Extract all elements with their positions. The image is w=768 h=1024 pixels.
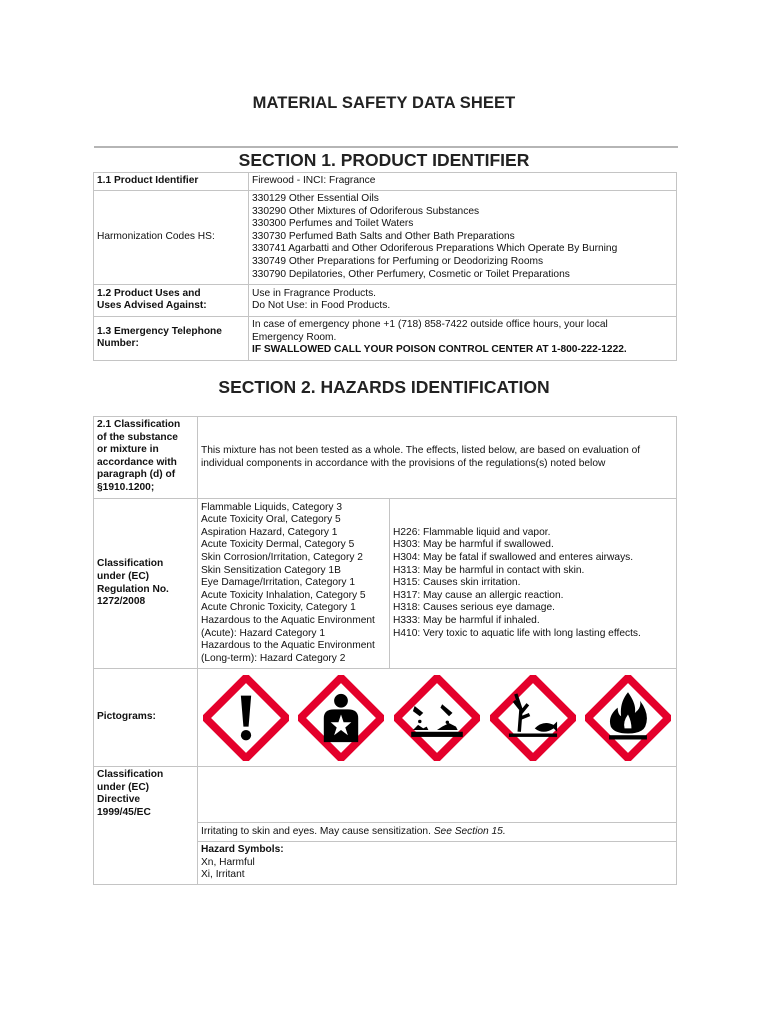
exclamation-mark-icon <box>203 675 289 761</box>
environment-icon <box>490 675 576 761</box>
pictograms-label: Pictograms: <box>94 669 198 767</box>
table-row <box>94 669 677 767</box>
product-identifier-table <box>93 172 677 361</box>
row-value: Use in Fragrance Products. Do Not Use: in Food Products. <box>249 284 677 316</box>
section1-title: SECTION 1. PRODUCT IDENTIFIER <box>238 150 530 170</box>
health-hazard-icon <box>298 675 384 761</box>
see-section-link: See Section 15. <box>433 825 506 837</box>
table-row <box>94 173 677 191</box>
table-row <box>94 316 677 360</box>
hazards-table <box>93 416 677 885</box>
row-label: 1.2 Product Uses and Uses Advised Against: <box>94 284 249 316</box>
poison-control-notice: IF SWALLOWED CALL YOUR POISON CONTROL CENTER AT 1-800-222-1222. <box>252 344 627 356</box>
table-row <box>94 190 677 284</box>
table-row <box>94 417 677 499</box>
table-row <box>94 767 677 823</box>
section2-title: SECTION 2. HAZARDS IDENTIFICATION <box>218 377 550 397</box>
document-title: MATERIAL SAFETY DATA SHEET <box>252 94 516 112</box>
hazard-categories: Flammable Liquids, Category 3 Acute Toxicity Oral, Category 5 Aspiration Hazard, Category 1 Acute Toxicity Dermal, Category 5 Skin Corrosion/Irritation, Category 2 Skin Sensitization Category 1B Eye Damage/Irritation, Category 1 Acute Toxicity Inhalation, Category 5 Acute Chronic Toxicity, Category 1 Hazardous to the Aquatic Environment (Acute): Hazard Category 1 Hazardous to the Aquatic Environment (Long-term): Hazard Category 2 <box>198 499 390 669</box>
row-value: Firewood - INCI: Fragrance <box>249 173 677 191</box>
directive-label: Classification under (EC) Directive 1999/45/EC <box>94 767 198 885</box>
directive-value <box>198 767 677 823</box>
hazard-symbols: Hazard Symbols: Xn, Harmful Xi, Irritant <box>198 842 677 885</box>
row-value: In case of emergency phone +1 (718) 858-7422 outside office hours, your local Emergency Room. IF SWALLOWED CALL YOUR POISON CONTROL CENTER AT 1-800-222-1222. <box>249 316 677 360</box>
section-divider <box>94 146 678 148</box>
pictograms-cell <box>198 669 677 767</box>
flame-icon <box>585 675 671 761</box>
irritation-note: Irritating to skin and eyes. May cause sensitization. See Section 15. <box>198 823 677 842</box>
classification-text: This mixture has not been tested as a whole. The effects, listed below, are based on evaluation of individual components in accordance with the provisions of the regulations(s) noted below <box>198 417 677 499</box>
ec-regulation-label: Classification under (EC) Regulation No. 1272/2008 <box>94 499 198 669</box>
hazard-statements: H226: Flammable liquid and vapor. H303: May be harmful if swallowed. H304: May be fatal if swallowed and enteres airways. H313: May be harmful in contact with skin. H315: Causes skin irritation. H317: May cause an allergic reaction. H318: Causes serious eye damage. H333: May be harmful if inhaled. H410: Very toxic to aquatic life with long lasting effects. <box>390 499 677 669</box>
table-row <box>94 284 677 316</box>
row-label: Harmonization Codes HS: <box>94 190 249 284</box>
row-value: 330129 Other Essential Oils 330290 Other Mixtures of Odoriferous Substances 330300 Perfumes and Toilet Waters 330730 Perfumed Bath Salts and Other Bath Preparations 330741 Agarbatti and Other Odoriferous Preparations Which Operate By Burning 330749 Other Preparations for Perfuming or Deodorizing Rooms 330790 Depilatories, Other Perfumery, Cosmetic or Toilet Preparations <box>249 190 677 284</box>
row-label: 1.1 Product Identifier <box>94 173 249 191</box>
table-row <box>94 499 677 669</box>
corrosion-icon <box>394 675 480 761</box>
row-label: 1.3 Emergency Telephone Number: <box>94 316 249 360</box>
classification-label: 2.1 Classification of the substance or mixture in accordance with paragraph (d) of §1910.1200; <box>94 417 198 499</box>
